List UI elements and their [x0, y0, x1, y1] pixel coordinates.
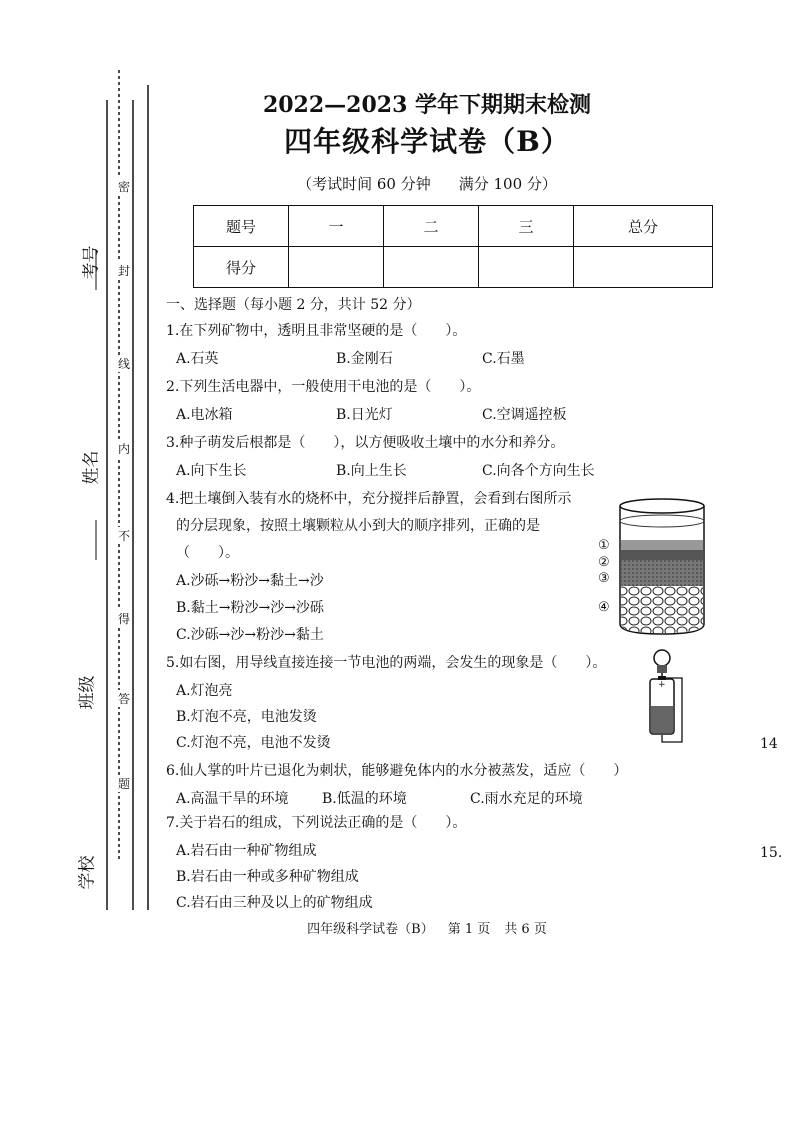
seal-char: 线: [117, 357, 130, 371]
exam-time: （考试时间 60 分钟: [297, 175, 431, 193]
field-class: 班级: [77, 675, 98, 710]
option-a: A.岩石由一种矿物组成: [176, 843, 317, 859]
option-a: A.电冰箱: [176, 407, 233, 423]
layer-label: ②: [598, 555, 610, 570]
option-c: C.沙砾→沙→粉沙→黏土: [176, 627, 324, 643]
score-header-cell: 二: [384, 206, 479, 247]
question-stem: 5.如右图，用导线直接连接一节电池的两端，会发生的现象是（ ）。: [166, 655, 607, 671]
beaker-figure: [592, 496, 712, 638]
score-header-cell: 总分: [574, 206, 713, 247]
margin-number: 14: [760, 736, 778, 752]
option-c: C.灯泡不亮，电池不发烫: [176, 735, 331, 751]
score-table-header-row: [194, 206, 713, 247]
question-stem: 2.下列生活电器中，一般使用干电池的是（ ）。: [166, 379, 481, 395]
page-footer: [0, 918, 794, 937]
question-stem-line: 4.把土壤倒入装有水的烧杯中，充分搅拌后静置，会看到右图所示: [166, 491, 572, 507]
option-c: C.岩石由三种及以上的矿物组成: [176, 895, 373, 911]
question-stem-line: （ ）。: [176, 545, 239, 561]
battery-circuit-figure: [632, 646, 692, 746]
question-stem: 6.仙人掌的叶片已退化为刺状，能够避免体内的水分被蒸发，适应（ ）: [166, 763, 628, 779]
score-table: [193, 205, 713, 288]
score-header-cell: 一: [289, 206, 384, 247]
layer-label: ③: [598, 571, 610, 586]
footer-total: 共 6 页: [504, 922, 547, 937]
option-c: C.雨水充足的环境: [470, 791, 583, 807]
option-c: C.石墨: [482, 351, 525, 367]
option-b: B.黏土→粉沙→沙→沙砾: [176, 600, 324, 616]
option-b: B.灯泡不亮，电池发烫: [176, 709, 317, 725]
option-b: B.低温的环境: [322, 791, 407, 807]
option-b: B.金刚石: [336, 351, 393, 367]
option-b: B.岩石由一种或多种矿物组成: [176, 869, 359, 885]
exam-info: [0, 173, 794, 194]
full-score: 满分 100 分）: [458, 175, 557, 193]
field-exam-number: 考号: [81, 245, 102, 280]
score-cell[interactable]: [574, 247, 713, 288]
seal-char: 封: [117, 264, 130, 278]
score-cell[interactable]: [384, 247, 479, 288]
question-stem: 3.种子萌发后根都是（ ），以方便吸收土壤中的水分和养分。: [166, 435, 565, 451]
field-name: 姓名: [81, 450, 102, 485]
option-b: B.日光灯: [336, 407, 393, 423]
question-stem-line: 的分层现象，按照土壤颗粒从小到大的顺序排列，正确的是: [176, 518, 540, 534]
seal-char: 题: [117, 777, 130, 791]
score-header-cell: 三: [479, 206, 574, 247]
margin-number: 15.: [760, 845, 783, 861]
option-a: A.沙砾→粉沙→黏土→沙: [176, 573, 324, 589]
option-c: C.向各个方向生长: [482, 463, 595, 479]
score-table-row: [194, 247, 713, 288]
seal-char: 答: [117, 692, 130, 706]
seal-char: 不: [117, 529, 130, 543]
seal-char: 密: [117, 180, 130, 194]
option-a: A.向下生长: [176, 463, 247, 479]
score-header-cell: 题号: [194, 206, 289, 247]
score-cell[interactable]: [289, 247, 384, 288]
exam-title: 2022—2023 学年下期期末检测: [262, 92, 592, 118]
layer-label: ①: [598, 538, 610, 553]
score-cell[interactable]: [479, 247, 574, 288]
question-stem: 1.在下列矿物中，透明且非常坚硬的是（ ）。: [166, 323, 467, 339]
battery-plus-sign: +: [658, 680, 666, 690]
section-title: 一、选择题（每小题 2 分，共计 52 分）: [166, 297, 421, 313]
field-school: 学校: [77, 855, 98, 890]
footer-page: 第 1 页: [447, 922, 491, 937]
option-a: A.石英: [176, 351, 219, 367]
layer-label: ④: [598, 600, 610, 615]
seal-char: 内: [117, 442, 130, 456]
seal-char: 得: [117, 612, 130, 626]
option-c: C.空调遥控板: [482, 407, 567, 423]
paper-title: 四年级科学试卷（B）: [284, 125, 570, 158]
option-a: A.灯泡亮: [176, 683, 233, 699]
option-a: A.高温干旱的环境: [176, 791, 289, 807]
option-b: B.向上生长: [336, 463, 407, 479]
question-stem: 7.关于岩石的组成，下列说法正确的是（ ）。: [166, 815, 467, 831]
score-row-label: 得分: [194, 247, 289, 288]
footer-paper: 四年级科学试卷（B）: [307, 922, 434, 937]
